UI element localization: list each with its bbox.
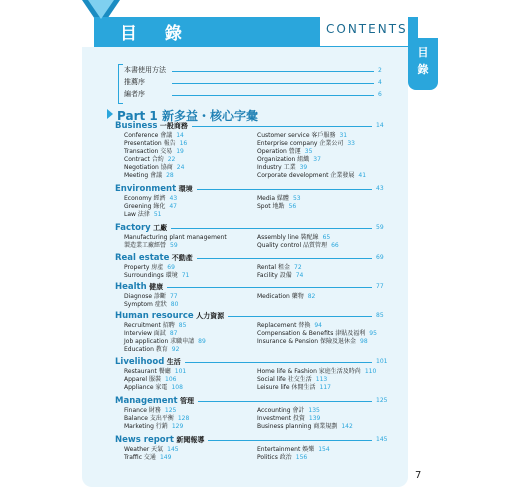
toc-entry[interactable] — [257, 322, 322, 330]
section-zh: 一般商務 — [157, 122, 188, 130]
toc-entry-page: 31 — [339, 132, 348, 139]
toc-entry[interactable] — [124, 156, 175, 164]
toc-entry-title: Appliance 家電 — [124, 384, 168, 391]
toc-entry[interactable] — [257, 454, 307, 462]
front-item-label[interactable]: 編者序 — [124, 90, 145, 98]
toc-entry[interactable] — [124, 322, 186, 330]
front-item-page: 4 — [378, 79, 382, 86]
toc-entry-page: 128 — [177, 415, 190, 422]
section-page: 125 — [376, 397, 388, 404]
toc-entry[interactable] — [124, 272, 189, 280]
part-title: 新多益・核心字彙 — [161, 109, 258, 123]
toc-entry-title: Surroundings 環境 — [124, 272, 178, 279]
toc-entry-title: Compensation & Benefits 津貼及福利 — [257, 330, 366, 337]
toc-entry[interactable] — [257, 172, 366, 180]
toc-entry-title: Enterprise company 企業公司 — [257, 140, 344, 147]
section-zh: 環境 — [176, 185, 193, 193]
toc-entry[interactable] — [124, 195, 177, 203]
section-leader — [197, 189, 372, 190]
toc-entry-title: Economy 經濟 — [124, 195, 166, 202]
toc-entry[interactable] — [257, 164, 307, 172]
toc-entry-title: Negotiation 協商 — [124, 164, 173, 171]
toc-entry[interactable] — [257, 415, 320, 423]
toc-entry-page: 87 — [169, 330, 178, 337]
toc-entry[interactable] — [257, 338, 368, 346]
toc-entry-title: Operation 營運 — [257, 148, 301, 155]
section-en: Human resource — [115, 311, 194, 321]
toc-entry[interactable] — [124, 203, 177, 211]
section-en: Health — [115, 282, 147, 292]
contents-label: CONTENTS — [326, 22, 408, 36]
section-page: 59 — [376, 224, 384, 231]
toc-entry-page: 95 — [369, 330, 377, 337]
toc-entry-title: Weather 天氣 — [124, 446, 164, 453]
section-en: Factory — [115, 223, 151, 233]
toc-entry-page: 41 — [358, 172, 367, 179]
header-underline — [320, 46, 408, 47]
toc-entry-page: 51 — [153, 211, 162, 218]
toc-entry[interactable] — [124, 407, 176, 415]
toc-entry-page: 16 — [179, 140, 188, 147]
front-item-label[interactable]: 本書使用方法 — [124, 66, 166, 74]
toc-entry-title: Accounting 會計 — [257, 407, 305, 414]
toc-entry[interactable] — [124, 172, 174, 180]
front-item-leader — [172, 83, 374, 84]
toc-entry-page: 113 — [315, 376, 328, 383]
toc-entry-page: 92 — [171, 346, 180, 353]
toc-entry-title: Diagnose 診斷 — [124, 293, 166, 300]
toc-entry[interactable] — [257, 446, 330, 454]
toc-entry-title: Manufacturing plant management — [124, 234, 227, 241]
toc-entry[interactable] — [124, 264, 175, 272]
toc-entry-title: Entertainment 娛樂 — [257, 446, 315, 453]
toc-entry-page: 154 — [318, 446, 330, 453]
toc-entry-title: Leisure life 休閒生活 — [257, 384, 316, 391]
toc-entry[interactable] — [257, 140, 355, 148]
section-heading[interactable] — [115, 282, 163, 292]
section-en: Livelihood — [115, 357, 165, 367]
section-leader — [208, 440, 372, 441]
page-title: 目 錄 — [120, 24, 193, 44]
toc-entry[interactable] — [124, 211, 161, 219]
toc-entry[interactable] — [257, 293, 315, 301]
toc-entry[interactable] — [124, 346, 179, 354]
part-label: Part 1 — [117, 109, 158, 123]
toc-entry[interactable] — [257, 203, 296, 211]
toc-entry-title: Quality control 品質管理 — [257, 242, 328, 249]
toc-entry-page: 33 — [347, 140, 355, 147]
front-item-leader — [172, 95, 374, 96]
section-page: 69 — [376, 254, 384, 261]
toc-entry-title: Media 媒體 — [257, 195, 289, 202]
toc-entry[interactable] — [124, 164, 184, 172]
toc-entry[interactable] — [124, 132, 184, 140]
toc-entry-page: 80 — [170, 301, 179, 308]
toc-entry-page: 65 — [322, 234, 331, 241]
toc-entry[interactable] — [257, 132, 347, 140]
section-page: 43 — [376, 185, 384, 192]
section-heading[interactable] — [115, 357, 181, 367]
toc-entry-title: Customer service 客戶服務 — [257, 132, 336, 139]
toc-entry-title: Traffic 交通 — [124, 454, 156, 461]
toc-entry-title: Spot 地點 — [257, 203, 285, 210]
toc-entry-page: 74 — [295, 272, 304, 279]
toc-entry-page: 85 — [178, 322, 187, 329]
section-page: 101 — [376, 358, 388, 365]
section-zh: 健康 — [146, 283, 164, 291]
toc-entry-title: Transaction 交易 — [124, 148, 173, 155]
toc-entry-page: 108 — [171, 384, 183, 391]
toc-entry-title: Rental 租金 — [257, 264, 290, 271]
header-ribbon-light — [88, 0, 114, 19]
toc-entry[interactable] — [124, 415, 189, 423]
toc-entry-page: 22 — [167, 156, 176, 163]
toc-entry-page: 35 — [304, 148, 313, 155]
toc-entry-title: Apparel 服裝 — [124, 376, 161, 383]
toc-entry[interactable] — [257, 423, 353, 431]
toc-entry-title: Assembly line 裝配線 — [257, 234, 319, 241]
toc-entry[interactable] — [124, 423, 183, 431]
toc-entry-title: Symptom 症狀 — [124, 301, 167, 308]
toc-entry-title: Balance 支出平衡 — [124, 415, 174, 422]
toc-entry[interactable] — [124, 446, 179, 454]
section-heading[interactable] — [115, 253, 193, 263]
section-heading[interactable] — [115, 311, 224, 321]
toc-entry-page: 56 — [288, 203, 297, 210]
toc-entry-title: Job application 求職申請 — [124, 338, 195, 345]
toc-entry[interactable] — [124, 148, 184, 156]
toc-entry[interactable] — [257, 407, 320, 415]
toc-entry-title: Industry 工業 — [257, 164, 296, 171]
section-zh: 生活 — [164, 358, 181, 366]
toc-entry-title: Contract 合約 — [124, 156, 164, 163]
toc-entry-page: 39 — [299, 164, 308, 171]
toc-entry-title: Finance 財務 — [124, 407, 161, 414]
toc-entry-title: Recruitment 招聘 — [124, 322, 175, 329]
front-item-label[interactable]: 推薦序 — [124, 78, 145, 86]
section-leader — [228, 316, 372, 317]
toc-entry-title: Investment 投資 — [257, 415, 305, 422]
toc-entry-page: 47 — [169, 203, 177, 210]
toc-entry[interactable] — [257, 148, 312, 156]
toc-entry-page: 77 — [169, 293, 178, 300]
section-page: 85 — [376, 312, 384, 319]
toc-entry[interactable] — [257, 384, 331, 392]
toc-entry-title: Meeting 會議 — [124, 172, 163, 179]
section-zh: 新聞報導 — [173, 436, 205, 444]
toc-entry-page: 82 — [307, 293, 316, 300]
toc-entry-title: Medication 藥物 — [257, 293, 304, 300]
toc-entry-page: 149 — [159, 454, 172, 461]
toc-entry-title: Interview 面試 — [124, 330, 166, 337]
section-en: Business — [115, 121, 158, 131]
toc-entry-page: 28 — [166, 172, 174, 179]
toc-entry-page: 69 — [167, 264, 175, 271]
section-en: Management — [115, 396, 178, 406]
part-arrow-icon — [107, 109, 113, 119]
toc-entry[interactable] — [124, 330, 177, 338]
toc-entry-title: Replacement 替換 — [257, 322, 311, 329]
toc-entry-page: 125 — [164, 407, 177, 414]
toc-entry-title: Insurance & Pension 保險及退休金 — [257, 338, 357, 345]
toc-entry-title: Property 房產 — [124, 264, 164, 271]
section-zh: 人力資源 — [193, 312, 225, 320]
toc-entry-page: 37 — [313, 156, 321, 163]
toc-entry-page: 53 — [292, 195, 301, 202]
toc-entry-title: Education 教育 — [124, 346, 168, 353]
section-heading[interactable] — [115, 121, 188, 131]
toc-entry[interactable] — [257, 368, 376, 376]
toc-entry[interactable] — [257, 242, 339, 250]
toc-entry-title: Restaurant 餐廳 — [124, 368, 171, 375]
toc-entry-page: 110 — [364, 368, 377, 375]
toc-entry[interactable] — [257, 156, 321, 164]
front-item-page: 2 — [378, 67, 382, 74]
toc-entry-title: Corporate development 企業發展 — [257, 172, 355, 179]
toc-entry[interactable] — [124, 234, 227, 242]
toc-entry[interactable] — [124, 368, 186, 376]
toc-entry[interactable] — [124, 376, 176, 384]
front-item-page: 6 — [378, 91, 382, 98]
toc-entry-page: 101 — [174, 368, 187, 375]
section-page: 14 — [376, 122, 384, 129]
section-en: Real estate — [115, 253, 170, 263]
toc-entry[interactable] — [124, 242, 178, 250]
toc-entry[interactable] — [257, 330, 377, 338]
section-leader — [198, 401, 372, 402]
toc-entry[interactable] — [257, 234, 330, 242]
toc-entry-page: 43 — [169, 195, 178, 202]
toc-entry-title: Facility 設備 — [257, 272, 292, 279]
toc-entry-page: 24 — [176, 164, 185, 171]
toc-entry[interactable] — [257, 376, 327, 384]
toc-entry-page: 106 — [165, 376, 177, 383]
toc-entry-page: 129 — [171, 423, 184, 430]
toc-entry-title: 製造業工廠經營 — [124, 242, 167, 249]
toc-entry-page: 98 — [360, 338, 368, 345]
section-leader — [167, 287, 372, 288]
toc-entry-title: Organization 組織 — [257, 156, 310, 163]
section-leader — [197, 258, 372, 259]
section-heading[interactable] — [115, 396, 194, 406]
section-leader — [185, 362, 372, 363]
toc-entry[interactable] — [124, 140, 187, 148]
toc-entry-title: Politics 政治 — [257, 454, 292, 461]
toc-entry-title: Home life & Fashion 家庭生活及時尚 — [257, 368, 361, 375]
toc-entry-page: 117 — [319, 384, 331, 391]
toc-entry-page: 89 — [198, 338, 206, 345]
toc-entry-page: 145 — [167, 446, 179, 453]
section-heading[interactable] — [115, 223, 167, 233]
toc-entry-page: 135 — [308, 407, 320, 414]
front-item-leader — [172, 71, 374, 72]
toc-entry-page: 156 — [295, 454, 308, 461]
toc-entry-title: Conference 會議 — [124, 132, 173, 139]
toc-entry-page: 66 — [331, 242, 339, 249]
section-heading[interactable] — [115, 184, 193, 194]
section-zh: 工廠 — [150, 224, 168, 232]
toc-entry[interactable] — [124, 338, 206, 346]
toc-entry[interactable] — [257, 272, 303, 280]
section-heading[interactable] — [115, 435, 204, 445]
toc-entry-page: 71 — [181, 272, 190, 279]
toc-entry-page: 19 — [176, 148, 184, 155]
toc-entry-title: Greening 綠化 — [124, 203, 166, 210]
section-page: 77 — [376, 283, 384, 290]
page-number: 7 — [415, 470, 422, 481]
toc-entry-page: 59 — [170, 242, 178, 249]
front-bracket — [118, 64, 123, 104]
toc-entry-page: 142 — [341, 423, 353, 430]
toc-entry-page: 14 — [176, 132, 184, 139]
toc-entry-page: 94 — [314, 322, 322, 329]
section-zh: 管理 — [177, 397, 195, 405]
toc-entry-page: 72 — [294, 264, 302, 271]
section-page: 145 — [376, 436, 388, 443]
section-en: News report — [115, 435, 174, 445]
section-en: Environment — [115, 184, 177, 194]
toc-entry-title: Social life 社交生活 — [257, 376, 312, 383]
toc-entry[interactable] — [124, 384, 183, 392]
toc-entry-title: Marketing 行銷 — [124, 423, 168, 430]
toc-entry-title: Law 法律 — [124, 211, 150, 218]
section-leader — [171, 228, 372, 229]
toc-entry[interactable] — [257, 264, 302, 272]
toc-entry[interactable] — [124, 454, 171, 462]
side-tab-label: 目錄 — [417, 46, 429, 76]
toc-entry[interactable] — [257, 195, 301, 203]
toc-entry[interactable] — [124, 301, 178, 309]
toc-entry-title: Presentation 報告 — [124, 140, 176, 147]
toc-entry[interactable] — [124, 293, 178, 301]
section-zh: 不動產 — [169, 254, 193, 262]
toc-entry-page: 139 — [308, 415, 321, 422]
toc-entry-title: Business planning 商業規劃 — [257, 423, 338, 430]
section-leader — [192, 126, 372, 127]
